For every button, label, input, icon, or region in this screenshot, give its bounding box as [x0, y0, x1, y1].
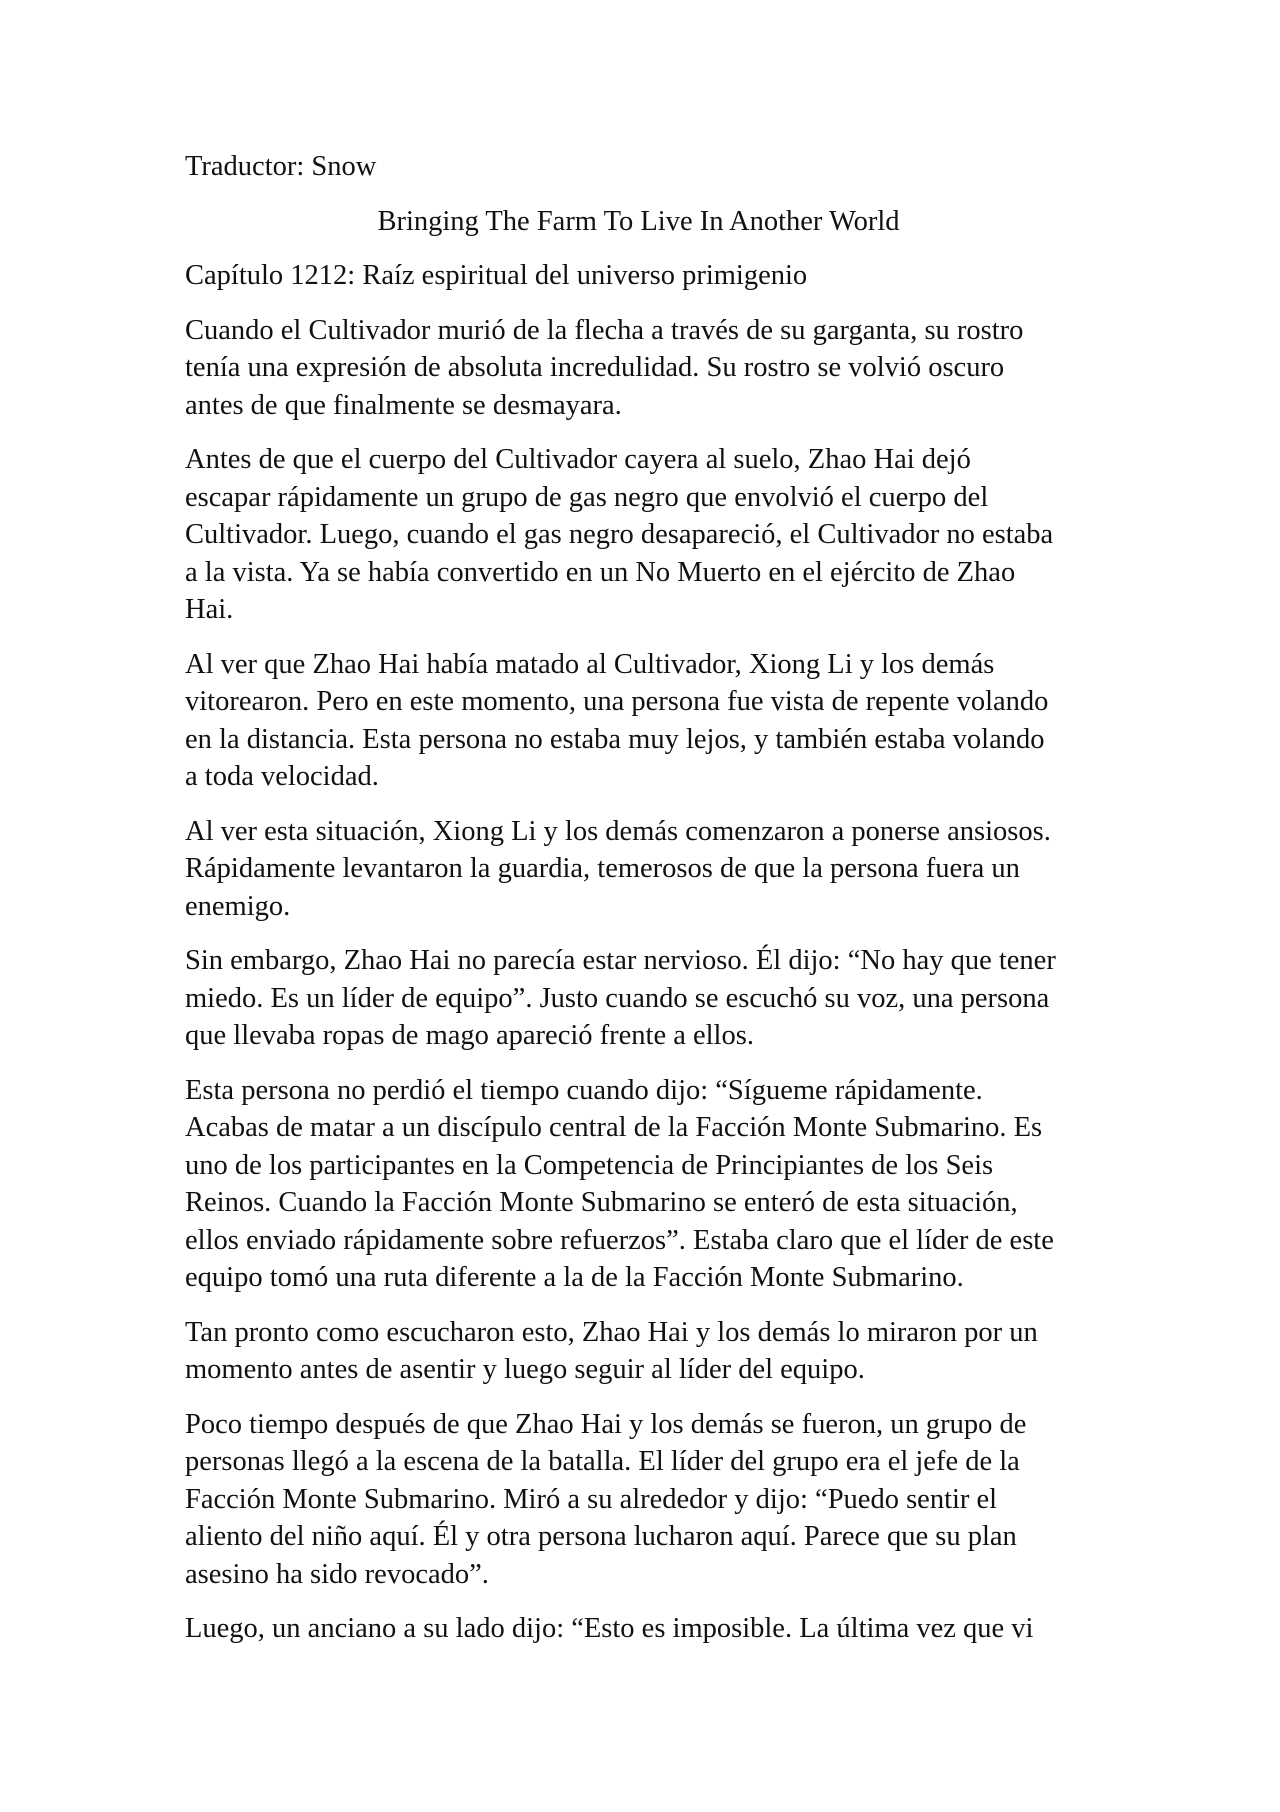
paragraph-line: uno de los participantes en la Competencia de Principiantes de los Seis [185, 1149, 994, 1181]
paragraph [185, 312, 1100, 425]
paragraph-line: Antes de que el cuerpo del Cultivador cayera al suelo, Zhao Hai dejó [185, 444, 971, 475]
paragraph-line: Rápidamente levantaron la guardia, temerosos de que la persona fuera un [185, 853, 1020, 884]
paragraph [185, 942, 1100, 1055]
translator-credit: Traductor: Snow [185, 151, 377, 182]
paragraph-line: aliento del niño aquí. Él y otra persona lucharon aquí. Parece que su plan [185, 1521, 1017, 1552]
document-page [185, 148, 1100, 1665]
paragraph-line: enemigo. [185, 890, 291, 922]
paragraph-line: Sin embargo, Zhao Hai no parecía estar nervioso. Él dijo: “No hay que tener [185, 945, 1056, 976]
paragraph-line: miedo. Es un líder de equipo”. Justo cuando se escuchó su voz, una persona [185, 982, 1050, 1014]
book-title: Bringing The Farm To Live In Another World [377, 205, 900, 237]
paragraph-line: que llevaba ropas de mago apareció frente a ellos. [185, 1020, 754, 1051]
chapter-title: Capítulo 1212: Raíz espiritual del universo primigenio [185, 260, 808, 291]
paragraph-line: Tan pronto como escucharon esto, Zhao Hai y los demás lo miraron por un [185, 1316, 1038, 1348]
paragraph-line: Hai. [185, 594, 234, 625]
paragraph-line: Esta persona no perdió el tiempo cuando dijo: “Sígueme rápidamente. [185, 1074, 983, 1106]
paragraph [185, 1072, 1100, 1297]
paragraph-line: Al ver que Zhao Hai había matado al Cultivador, Xiong Li y los demás [185, 648, 995, 680]
paragraph [185, 441, 1100, 629]
paragraph-line: Poco tiempo después de que Zhao Hai y los demás se fueron, un grupo de [185, 1408, 1027, 1440]
paragraph-line: en la distancia. Esta persona no estaba muy lejos, y también estaba volando [185, 723, 1045, 755]
paragraph [185, 1314, 1100, 1389]
paragraph-line: Cuando el Cultivador murió de la flecha a través de su garganta, su rostro [185, 314, 1024, 346]
paragraph-line: momento antes de asentir y luego seguir al líder del equipo. [185, 1354, 865, 1385]
paragraph-line: antes de que finalmente se desmayara. [185, 389, 622, 421]
paragraph [185, 646, 1100, 796]
paragraph-line: Al ver esta situación, Xiong Li y los demás comenzaron a ponerse ansiosos. [185, 815, 1051, 847]
paragraph-line: asesino ha sido revocado”. [185, 1558, 489, 1590]
paragraph-line: personas llegó a la escena de la batalla. El líder del grupo era el jefe de la [185, 1446, 1020, 1477]
paragraph-line: Cultivador. Luego, cuando el gas negro desapareció, el Cultivador no estaba [185, 519, 1054, 550]
paragraph-line: ellos enviado rápidamente sobre refuerzos”. Estaba claro que el líder de este [185, 1224, 1054, 1256]
paragraph-line: equipo tomó una ruta diferente a la de la Facción Monte Submarino. [185, 1262, 964, 1293]
paragraph [185, 813, 1100, 926]
paragraph-line: vitorearon. Pero en este momento, una persona fue vista de repente volando [185, 686, 1049, 717]
paragraph-line: a la vista. Ya se había convertido en un No Muerto en el ejército de Zhao [185, 556, 1016, 588]
paragraph-line: Luego, un anciano a su lado dijo: “Esto es imposible. La última vez que vi [185, 1613, 1034, 1644]
paragraph-line: Reinos. Cuando la Facción Monte Submarino se enteró de esta situación, [185, 1187, 1018, 1218]
paragraph-line: a toda velocidad. [185, 761, 379, 792]
paragraph-line: escapar rápidamente un grupo de gas negro que envolvió el cuerpo del [185, 481, 989, 513]
paragraph [185, 1610, 1100, 1648]
paragraph [185, 1406, 1100, 1594]
paragraph-line: Facción Monte Submarino. Miró a su alrededor y dijo: “Puedo sentir el [185, 1483, 998, 1515]
paragraph-line: Acabas de matar a un discípulo central de la Facción Monte Submarino. Es [185, 1112, 1043, 1143]
paragraph-line: tenía una expresión de absoluta incredulidad. Su rostro se volvió oscuro [185, 352, 1005, 383]
